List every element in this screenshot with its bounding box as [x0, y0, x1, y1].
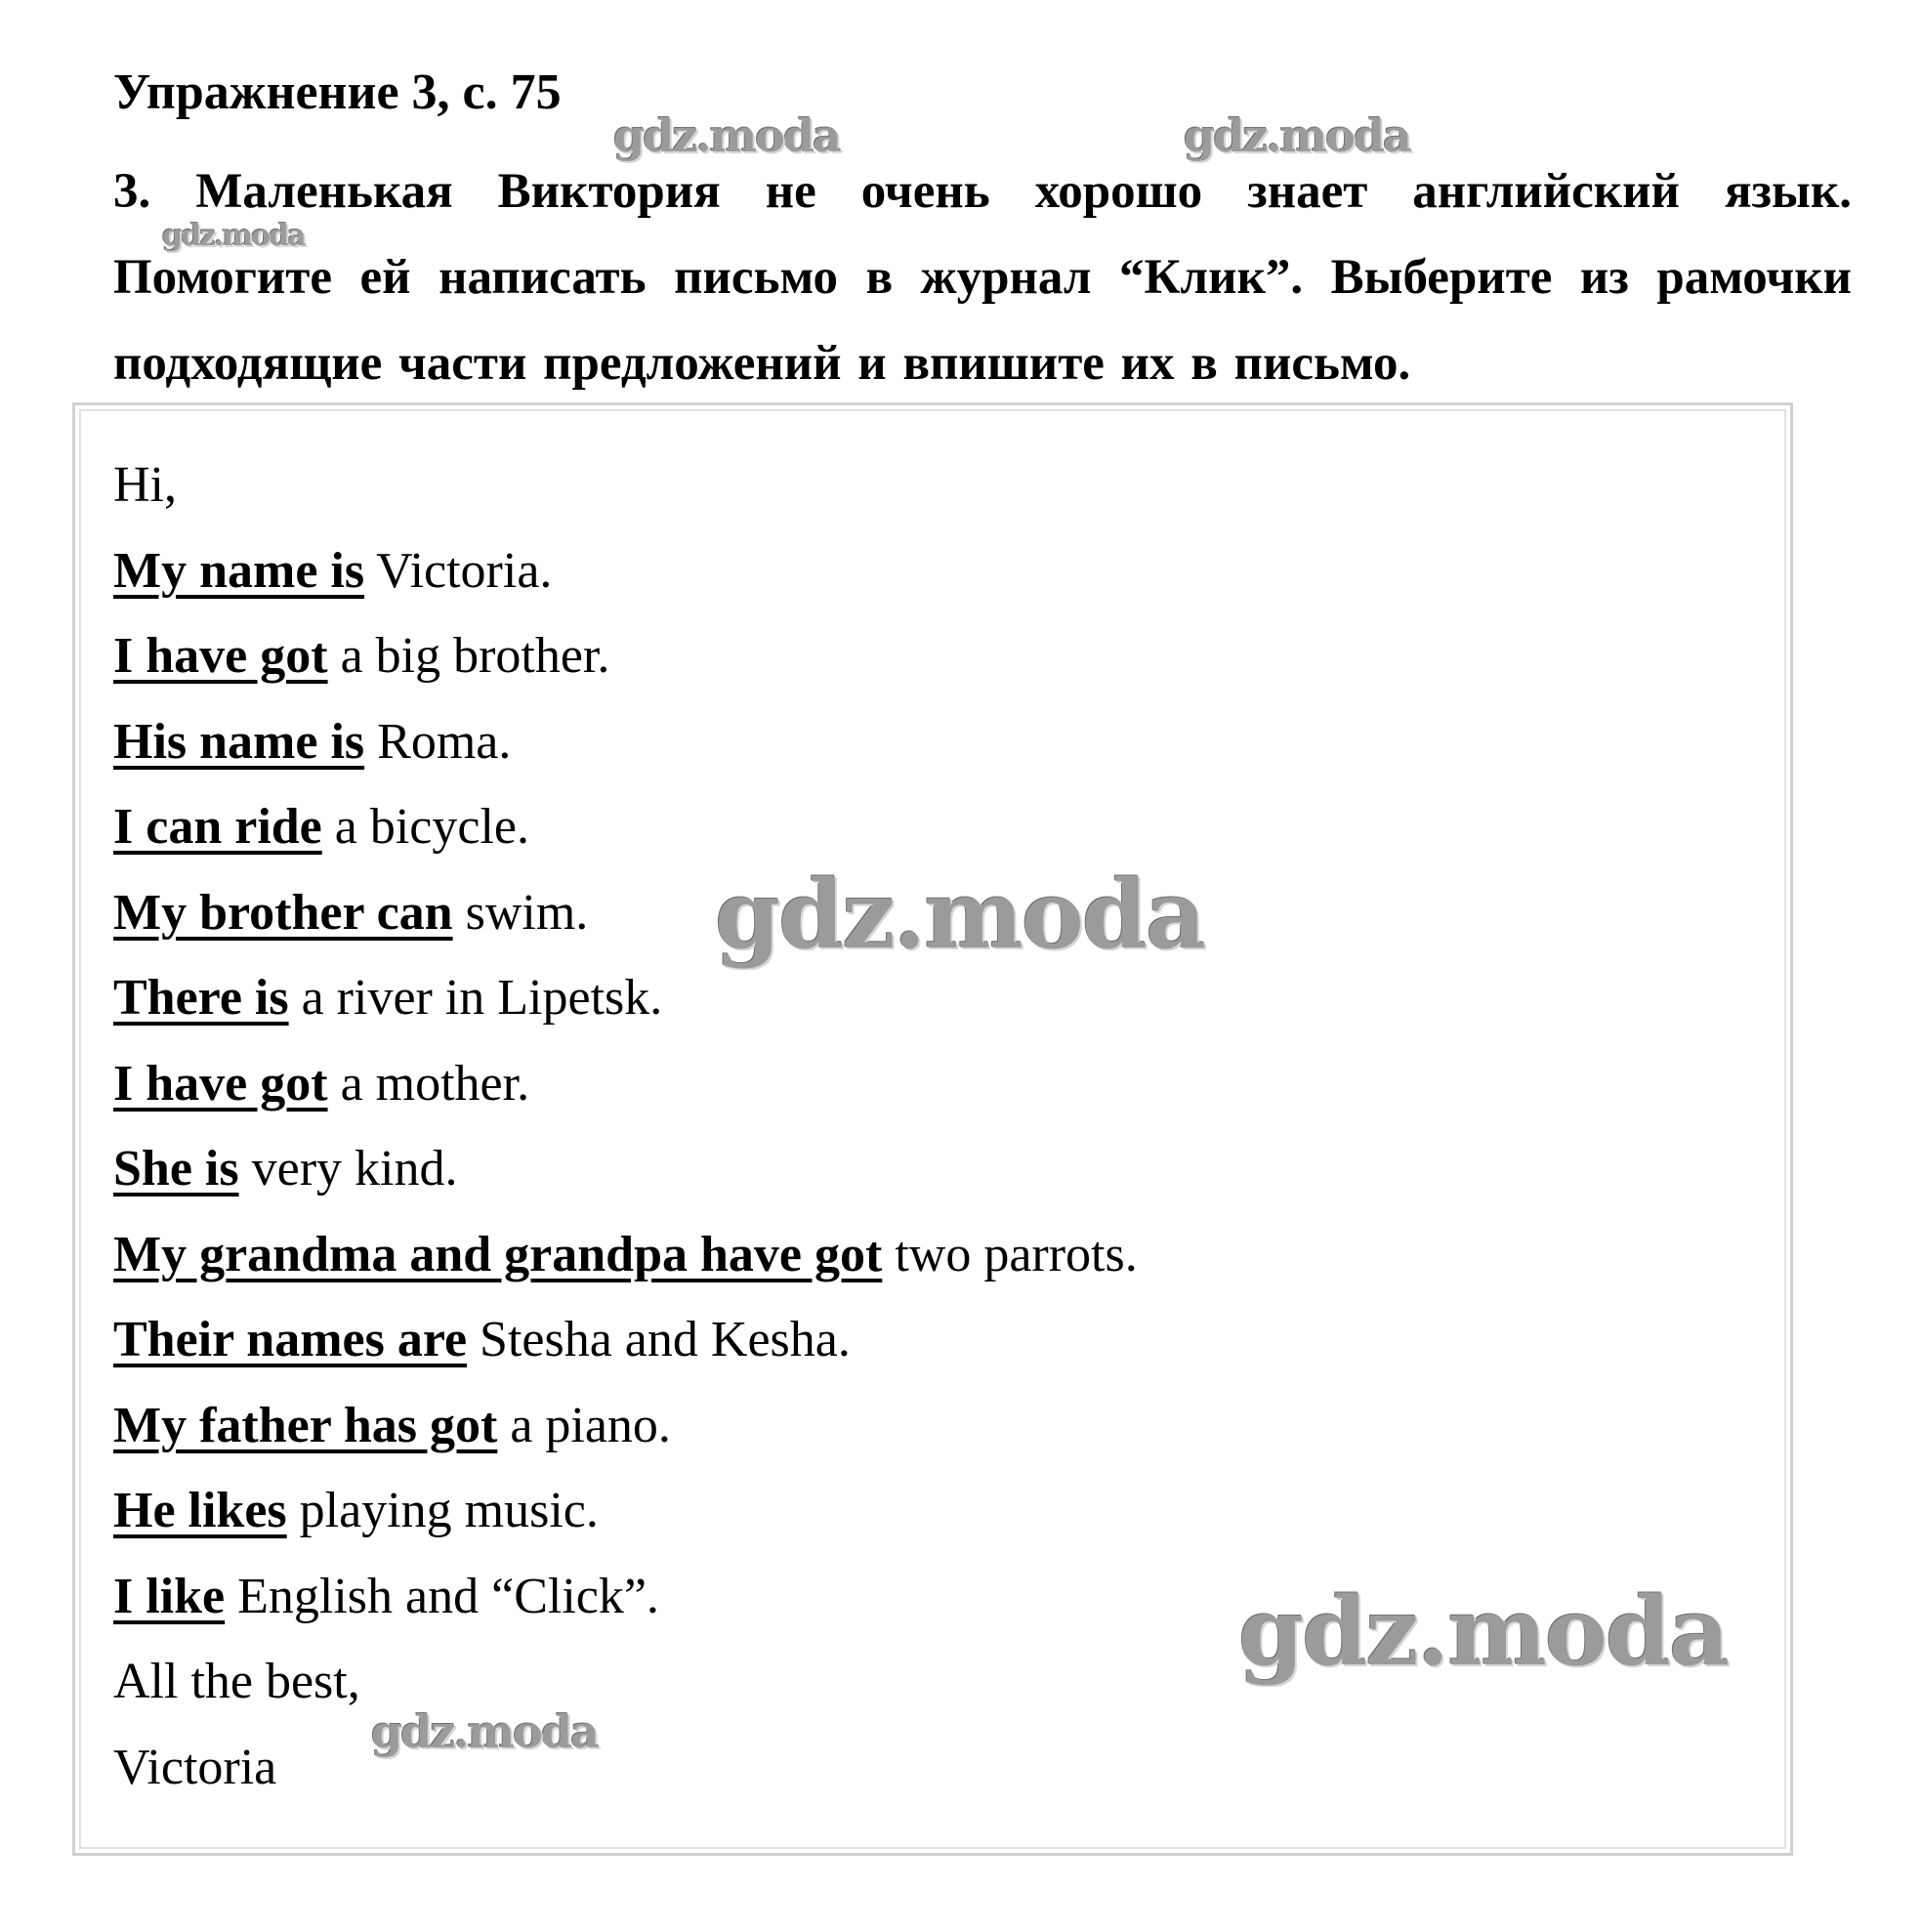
letter-line: [113, 1468, 1138, 1554]
line-rest: swim.: [452, 884, 589, 941]
line-rest: two parrots.: [882, 1226, 1138, 1282]
line-rest: Victoria.: [364, 542, 553, 599]
answer-filled: I have got: [113, 628, 328, 684]
watermark: gdz.moda: [371, 1705, 598, 1758]
letter: [113, 442, 1138, 1810]
line-rest: a river in Lipetsk.: [288, 970, 663, 1026]
answer-filled: There is: [113, 970, 289, 1026]
answer-filled: I can ride: [113, 799, 322, 855]
letter-line: [113, 1297, 1138, 1383]
letter-closing: All the best,: [113, 1654, 360, 1709]
letter-line: [113, 1383, 1138, 1469]
answer-filled: I have got: [113, 1055, 328, 1112]
line-rest: very kind.: [238, 1141, 458, 1197]
letter-line: [113, 1041, 1138, 1127]
watermark: gdz.moda: [715, 860, 1205, 970]
line-rest: a mother.: [327, 1055, 530, 1112]
answer-filled: Their names are: [113, 1312, 468, 1367]
line-rest: playing music.: [286, 1483, 599, 1538]
line-rest: a big brother.: [327, 628, 610, 684]
answer-filled: My brother can: [113, 884, 453, 941]
line-rest: Roma.: [364, 713, 512, 770]
line-rest: a bicycle.: [321, 799, 529, 855]
task-instructions: 3. Маленькая Виктория не очень хорошо знает английский язык. Помогите ей написать письмо в журнал “Клик”. Выберите из рамочки подходящие части предложений и впишите их в письмо.: [113, 164, 1852, 391]
letter-line: [113, 613, 1138, 699]
answer-filled: He likes: [113, 1483, 287, 1538]
watermark: gdz.moda: [162, 219, 305, 253]
letter-signature: Victoria: [113, 1739, 277, 1795]
letter-line: [113, 699, 1138, 785]
watermark: gdz.moda: [1184, 109, 1410, 162]
answer-filled: My grandma and grandpa have got: [113, 1226, 883, 1282]
line-rest: English and “Click”.: [225, 1568, 659, 1624]
answer-filled: My father has got: [113, 1397, 498, 1453]
letter-greeting: Hi,: [113, 457, 177, 513]
exercise-heading: Упражнение 3, с. 75: [113, 64, 562, 120]
line-rest: Stesha and Kesha.: [467, 1312, 851, 1367]
line-rest: a piano.: [497, 1397, 671, 1453]
letter-line: [113, 784, 1138, 870]
letter-line: [113, 1554, 1138, 1640]
letter-line: [113, 1212, 1138, 1298]
answer-filled: His name is: [113, 713, 365, 770]
answer-filled: My name is: [113, 542, 365, 599]
watermark: gdz.moda: [613, 109, 840, 162]
answer-filled: She is: [113, 1141, 239, 1197]
watermark: gdz.moda: [1238, 1576, 1729, 1687]
letter-line: [113, 528, 1138, 614]
letter-line: [113, 1126, 1138, 1212]
answer-filled: I like: [113, 1568, 226, 1624]
